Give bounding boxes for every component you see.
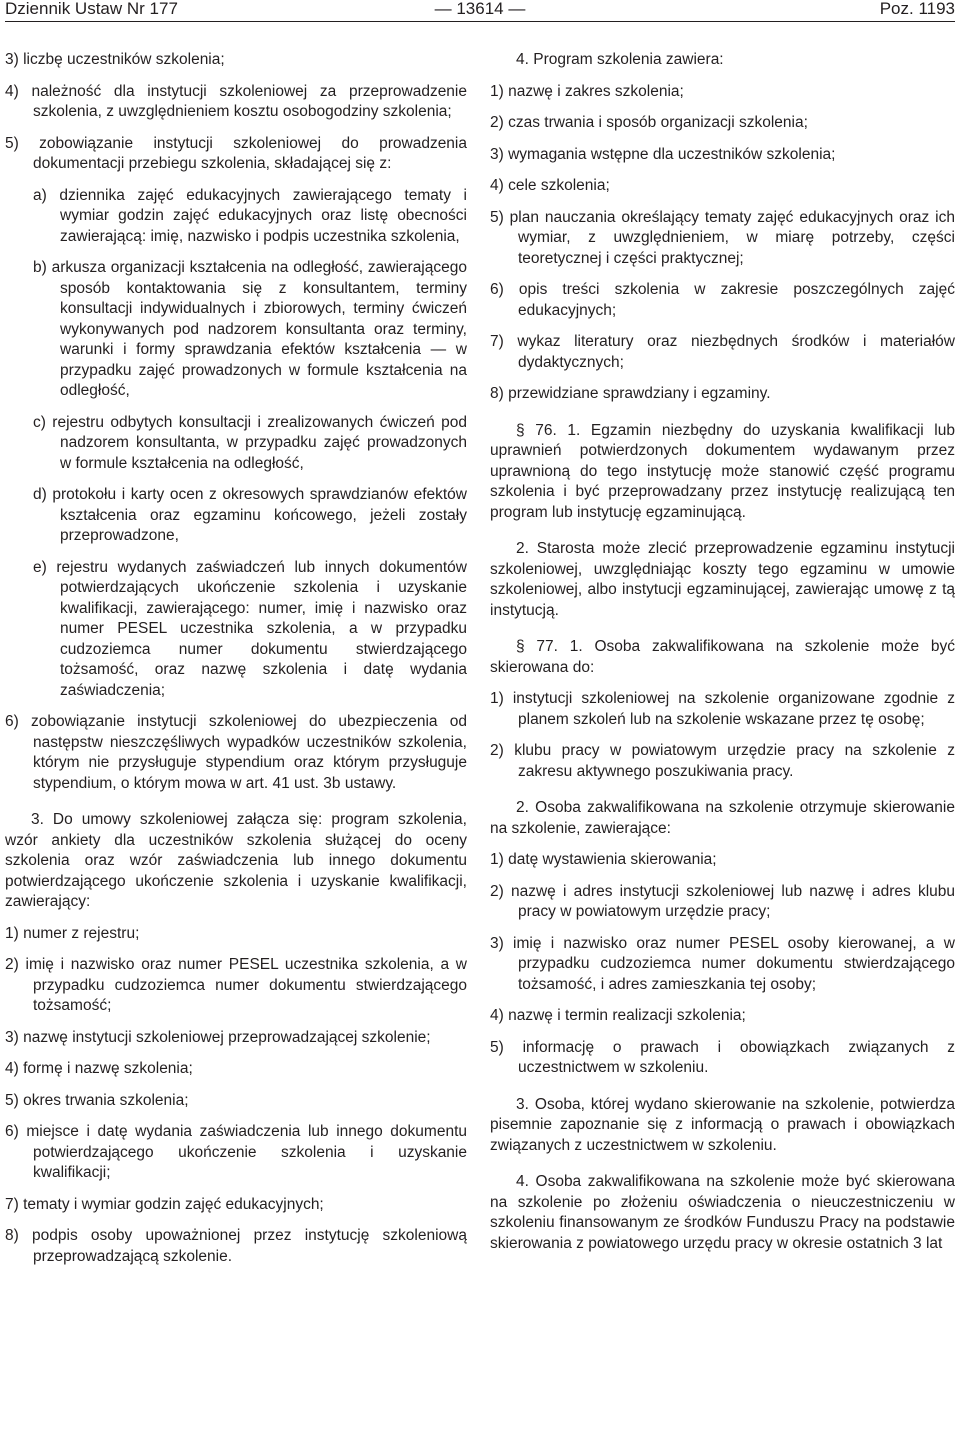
list-item: 8) podpis osoby upoważnionej przez instytucję szkoleniową przeprowadzającą szkolenie. <box>5 1227 467 1265</box>
sub-item: e) rejestru wydanych zaświadczeń lub innych dokumentów potwierdzających ukończenie szkolenia i uzyskanie kwalifikacji, zawierającego: numer, imię i nazwisko oraz numer PESEL uczestnika szkolenia, a w przypadku cudzoziemca numer dokumentu stwierdzającego tożsamość, oraz nazwę szkolenia i datę wydania zaświadczenia; <box>33 558 467 699</box>
list-item: 3) imię i nazwisko oraz numer PESEL osoby kierowanej, a w przypadku cudzoziemca numer dokumentu stwierdzającego tożsamość, i adres zamieszkania tej osoby; <box>490 934 955 993</box>
header-rule <box>5 21 955 22</box>
paragraph: 4. Program szkolenia zawiera: <box>516 51 724 68</box>
list-item: 6) opis treści szkolenia w zakresie poszczególnych zajęć edukacyjnych; <box>490 281 955 319</box>
list-item: 5) okres trwania szkolenia; <box>5 1091 189 1109</box>
left-column <box>5 50 467 1278</box>
list-item: 3) liczbę uczestników szkolenia; <box>5 51 225 68</box>
list-item: 3) nazwę instytucji szkoleniowej przeprowadzającej szkolenie; <box>5 1028 431 1046</box>
list-item: 1) datę wystawienia skierowania; <box>490 851 717 868</box>
page-number: — 13614 — <box>434 0 526 18</box>
list-item: 2) nazwę i adres instytucji szkoleniowej lub nazwę i adres klubu pracy w powiatowym urzędzie pracy; <box>490 882 955 920</box>
list-item: 8) przewidziane sprawdziany i egzaminy. <box>490 385 771 402</box>
journal-title: Dziennik Ustaw Nr 177 <box>5 0 178 18</box>
list-item: 7) tematy i wymiar godzin zajęć edukacyjnych; <box>5 1195 324 1213</box>
list-item: 5) informację o prawach i obowiązkach związanych z uczestnictwem w szkoleniu. <box>490 1038 955 1076</box>
paragraph: 3. Do umowy szkoleniowej załącza się: program szkolenia, wzór ankiety dla uczestników szkolenia służącej do oceny szkolenia oraz wzór zaświadczenia lub innego dokumentu potwierdzającego ukończenie szkolenia i uzyskanie kwalifikacji, zawierający: <box>5 811 467 910</box>
list-item: 2) czas trwania i sposób organizacji szkolenia; <box>490 114 808 131</box>
paragraph: 3. Osoba, której wydano skierowanie na szkolenie, potwierdza pisemnie zapoznanie się z informacją o prawach i obowiązkach związanych z uczestnictwem w szkoleniu. <box>490 1095 955 1154</box>
list-item: 6) zobowiązanie instytucji szkoleniowej do ubezpieczenia od następstw nieszczęśliwych wypadków uczestników szkolenia, którym nie przysługuje stypendium oraz którym przysługuje stypendium, o którym mowa w art. 41 ust. 3b ustawy. <box>5 713 467 792</box>
list-item: 2) imię i nazwisko oraz numer PESEL uczestnika szkolenia, a w przypadku cudzoziemca numer dokumentu stwierdzającego tożsamość; <box>5 956 467 1014</box>
paragraph: 2. Osoba zakwalifikowana na szkolenie otrzymuje skierowanie na szkolenie, zawierające: <box>490 799 955 837</box>
list-item: 4) należność dla instytucji szkoleniowej za przeprowadzenie szkolenia, z uwzględnieniem kosztu osobogodziny szkolenia; <box>5 82 467 120</box>
page-header <box>5 0 955 22</box>
list-item: 4) nazwę i termin realizacji szkolenia; <box>490 1007 746 1024</box>
right-column <box>490 50 955 1265</box>
list-item: 2) klubu pracy w powiatowym urzędzie pracy na szkolenie z zakresu aktywnego poszukiwania pracy. <box>490 742 955 780</box>
list-item: 1) numer z rejestru; <box>5 924 140 942</box>
list-item: 7) wykaz literatury oraz niezbędnych środków i materiałów dydaktycznych; <box>490 333 955 371</box>
sub-item: a) dziennika zajęć edukacyjnych zawierającego tematy i wymiar godzin zajęć edukacyjnych oraz listę obecności zawierającą: imię, nazwisko i podpis uczestnika szkolenia, <box>33 186 467 245</box>
sub-item: b) arkusza organizacji kształcenia na odległość, zawierającego sposób kontaktowania się z konsultantem, terminy konsultacji indywidualnych i zbiorowych, terminy ćwiczeń wykonywanych pod nadzorem konsultanta oraz terminy, warunki i formy sprawdzania efektów kształcenia — w przypadku zajęć prowadzonych w formule kształcenia na odległość, <box>33 259 467 399</box>
paragraph: 4. Osoba zakwalifikowana na szkolenie może być skierowana na szkolenie po złożeniu oświadczenia o nieuczestniczeniu w szkoleniu finansowanym ze środków Funduszu Pracy na podstawie skierowania z powiatowego urzędu pracy w okresie ostatnich 3 lat <box>490 1173 955 1252</box>
list-item: 5) zobowiązanie instytucji szkoleniowej do prowadzenia dokumentacji przebiegu szkolenia, składającej się z: <box>5 134 467 172</box>
list-item: 3) wymagania wstępne dla uczestników szkolenia; <box>490 145 836 163</box>
section-paragraph: § 76. 1. Egzamin niezbędny do uzyskania kwalifikacji lub uprawnień potwierdzonych dokumentem wydawanym przez uprawnioną do tego instytucję może stanowić część programu szkolenia i być przeprowadzany przez instytucję realizującą ten program lub instytucję egzaminującą. <box>490 421 955 521</box>
section-paragraph: § 77. 1. Osoba zakwalifikowana na szkolenie może być skierowana do: <box>490 638 955 676</box>
list-item: 5) plan nauczania określający tematy zajęć edukacyjnych oraz ich wymiar, z uwzględnieniem, w miarę potrzeby, części teoretycznej i części praktycznej; <box>490 208 955 267</box>
sub-item: d) protokołu i karty ocen z okresowych sprawdzianów efektów kształcenia oraz egzaminu końcowego, jeżeli zostały przeprowadzone, <box>33 486 467 544</box>
paragraph: 2. Starosta może zlecić przeprowadzenie egzaminu instytucji szkoleniowej, uwzględniając koszty tego egzaminu w umowie szkoleniowej, albo instytucji egzaminującej, zawierając umowę z tą instytucją. <box>490 540 955 619</box>
list-item: 4) cele szkolenia; <box>490 177 610 194</box>
list-item: 4) formę i nazwę szkolenia; <box>5 1060 193 1077</box>
sub-item: c) rejestru odbytych konsultacji i zrealizowanych ćwiczeń pod nadzorem konsultanta, w przypadku zajęć prowadzonych w formule kształcenia na odległość, <box>33 413 467 472</box>
position-number: Poz. 1193 <box>879 0 955 18</box>
list-item: 1) instytucji szkoleniowej na szkolenie organizowane zgodnie z planem szkoleń lub na szkolenie wskazane przez tę osobę; <box>490 690 955 728</box>
list-item: 1) nazwę i zakres szkolenia; <box>490 82 684 100</box>
list-item: 6) miejsce i datę wydania zaświadczenia lub innego dokumentu potwierdzającego ukończenie szkolenia i uzyskanie kwalifikacji; <box>5 1123 467 1181</box>
